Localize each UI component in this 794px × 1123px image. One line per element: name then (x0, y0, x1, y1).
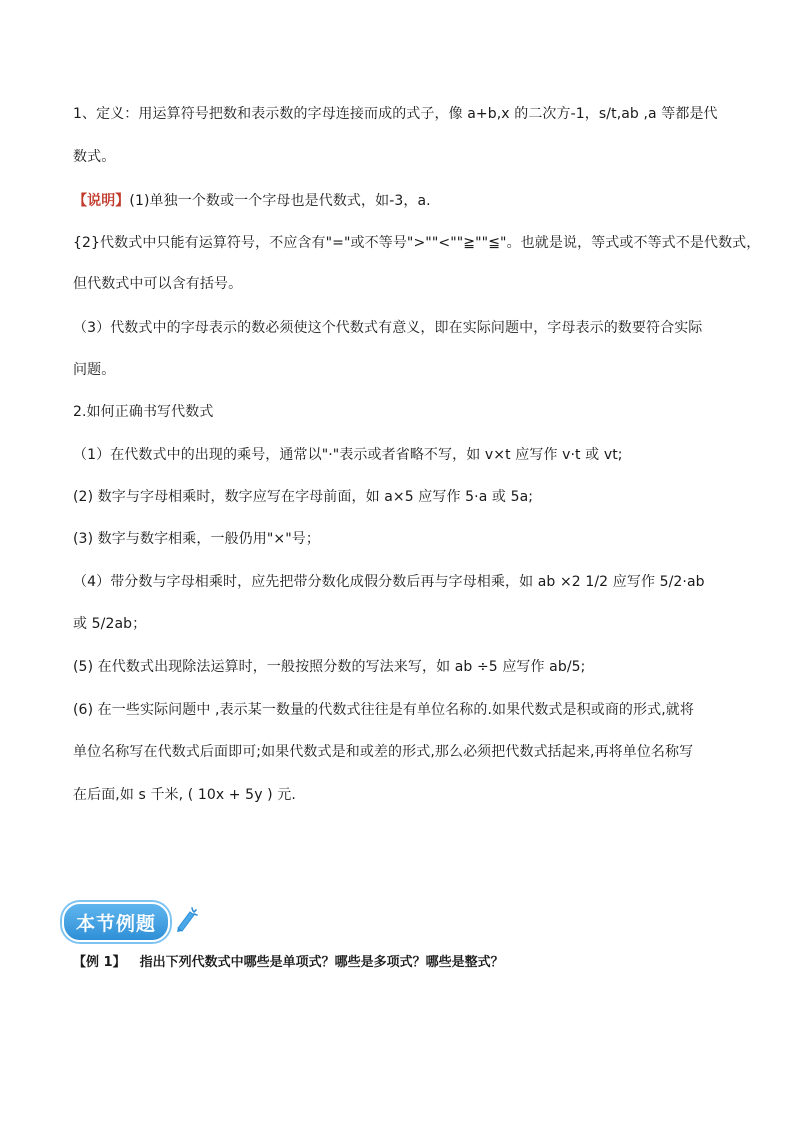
example-label: 【例 1】 (73, 955, 126, 970)
note-text-1: (1)单独一个数或一个字母也是代数式，如-3，a. (129, 193, 431, 209)
rule-line-4b: 或 5/2ab； (73, 616, 147, 632)
note-tag: 【说明】 (73, 193, 130, 209)
section-badge-pill (62, 902, 170, 942)
definition-line-1: 1、定义：用运算符号把数和表示数的字母连接而成的式子，像 a+b,x 的二次方-1，s/t,ab ,a 等都是代 (73, 106, 718, 122)
pen-icon (170, 904, 200, 934)
rule-line-4: （4）带分数与字母相乘时，应先把带分数化成假分数后再与字母相乘，如 ab ×2 1/2 应写作 5/2·ab (73, 574, 705, 590)
section-badge-label: 本节例题 (75, 912, 156, 935)
example-text: 指出下列代数式中哪些是单项式？哪些是多项式？哪些是整式？ (139, 955, 504, 970)
note-line-2: {2}代数式中只能有运算符号，不应含有"="或不等号">""<""≧""≦"。也就是说，等式或不等式不是代数式， (73, 235, 761, 251)
definition-line-2: 数式。 (73, 149, 116, 165)
note-line-3: 但代数式中可以含有括号。 (73, 276, 243, 292)
rule-line-6: (6) 在一些实际问题中 ,表示某一数量的代数式往往是有单位名称的.如果代数式是积或商的形式,就将 (73, 702, 694, 718)
rule-line-3: (3) 数字与数字相乘，一般仍用"×"号； (73, 531, 320, 547)
note-line-1 (73, 191, 431, 211)
note-line-4: （3）代数式中的字母表示的数必须使这个代数式有意义，即在实际问题中，字母表示的数要符合实际 (73, 320, 703, 336)
rule-line-1: （1）在代数式中的出现的乘号，通常以"·"表示或者省略不写，如 v×t 应写作 v·t 或 vt; (73, 447, 623, 463)
section-badge (62, 900, 202, 944)
rule-line-2: (2) 数字与字母相乘时，数字应写在字母前面，如 a×5 应写作 5·a 或 5a; (73, 489, 534, 505)
note-line-5: 问题。 (73, 362, 116, 378)
example-1 (73, 954, 504, 972)
rule-line-6c: 在后面,如 s 千米, ( 10x + 5y ) 元. (73, 787, 296, 803)
section-heading: 2.如何正确书写代数式 (73, 404, 214, 420)
rule-line-5: (5) 在代数式出现除法运算时，一般按照分数的写法来写，如 ab ÷5 应写作 ab/5; (73, 659, 586, 675)
rule-line-6b: 单位名称写在代数式后面即可;如果代数式是和或差的形式,那么必须把代数式括起来,再将单位名称写 (73, 744, 694, 760)
